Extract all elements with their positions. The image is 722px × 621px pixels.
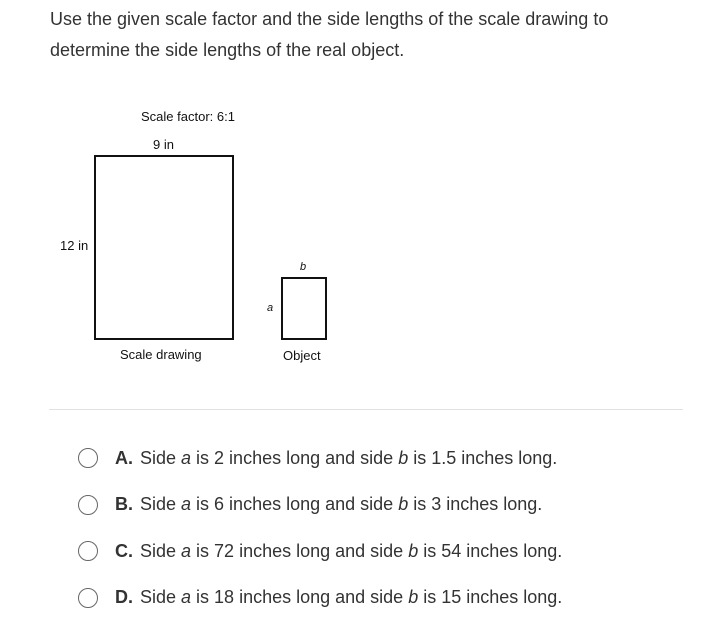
choice-text: Side a is 2 inches long and side b is 1.5 inches long. bbox=[140, 448, 557, 469]
scale-drawing-caption: Scale drawing bbox=[120, 347, 202, 362]
choice-letter: D. bbox=[115, 587, 133, 608]
choice-text: Side a is 18 inches long and side b is 15 inches long. bbox=[140, 587, 562, 608]
section-divider bbox=[49, 409, 683, 410]
choice-c[interactable] bbox=[78, 528, 698, 575]
drawing-width-label: 9 in bbox=[153, 137, 174, 152]
object-rectangle bbox=[281, 277, 327, 340]
radio-button-d[interactable] bbox=[78, 588, 98, 608]
choice-b[interactable] bbox=[78, 482, 698, 529]
choice-letter: C. bbox=[115, 541, 133, 562]
choice-letter: B. bbox=[115, 494, 133, 515]
choice-text: Side a is 72 inches long and side b is 54 inches long. bbox=[140, 541, 562, 562]
choice-a[interactable] bbox=[78, 435, 698, 482]
object-caption: Object bbox=[283, 348, 321, 363]
answer-choices bbox=[78, 435, 698, 621]
drawing-height-label: 12 in bbox=[60, 238, 88, 253]
choice-text: Side a is 6 inches long and side b is 3 inches long. bbox=[140, 494, 542, 515]
choice-letter: A. bbox=[115, 448, 133, 469]
object-width-label: b bbox=[300, 261, 306, 273]
question-text: Use the given scale factor and the side lengths of the scale drawing to determine the side lengths of the real object. bbox=[50, 4, 690, 66]
radio-button-c[interactable] bbox=[78, 541, 98, 561]
scale-drawing-rectangle bbox=[94, 155, 234, 340]
scale-factor-label: Scale factor: 6:1 bbox=[141, 109, 235, 124]
object-height-label: a bbox=[267, 302, 273, 314]
choice-d[interactable] bbox=[78, 575, 698, 621]
radio-button-b[interactable] bbox=[78, 495, 98, 515]
radio-button-a[interactable] bbox=[78, 448, 98, 468]
